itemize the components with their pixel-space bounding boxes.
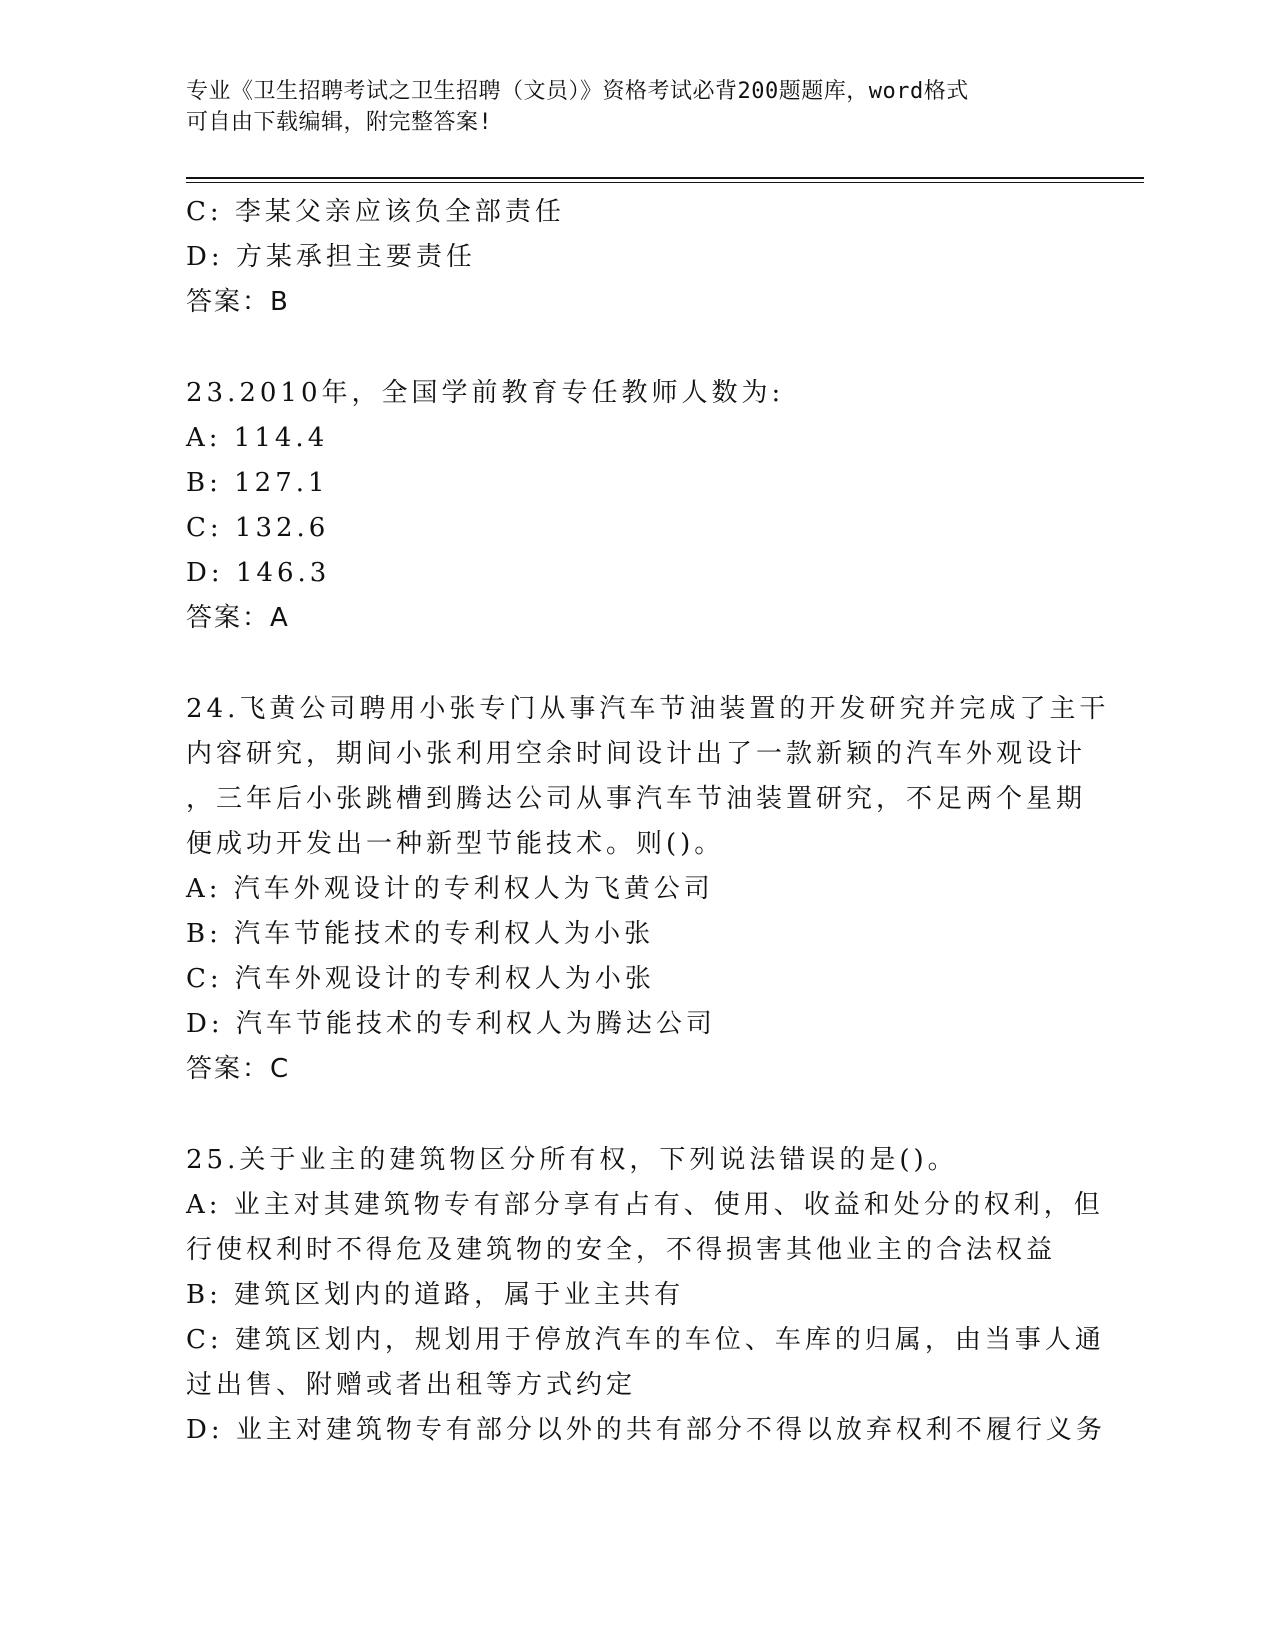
option-c: C: 建筑区划内，规划用于停放汽车的车位、车库的归属，由当事人通 (186, 1325, 1105, 1355)
question-stem: 内容研究，期间小张利用空余时间设计出了一款新颖的汽车外观设计 (186, 739, 1087, 769)
option-b: B: 汽车节能技术的专利权人为小张 (186, 919, 655, 949)
question-25 (186, 1138, 1106, 1453)
document-header (186, 76, 1066, 138)
spacer (186, 325, 1086, 371)
header-line-2: 可自由下载编辑，附完整答案! (186, 110, 493, 135)
option-a: A: 汽车外观设计的专利权人为飞黄公司 (186, 874, 714, 904)
option-a: A: 业主对其建筑物专有部分享有占有、使用、收益和处分的权利，但 (186, 1190, 1104, 1220)
header-rule-thick (186, 177, 1144, 179)
question-stem: 24.飞黄公司聘用小张专门从事汽车节油装置的开发研究并完成了主干 (186, 694, 1110, 724)
option-d: D: 业主对建筑物专有部分以外的共有部分不得以放弃权利不履行义务 (186, 1415, 1106, 1445)
header-rule-thin (186, 182, 1144, 183)
prev-question (186, 190, 1086, 325)
answer-line: 答案：C (186, 1054, 291, 1084)
header-line-1: 专业《卫生招聘考试之卫生招聘（文员）》资格考试必背200题题库，word格式 (186, 79, 969, 104)
option-c: C: 李某父亲应该负全部责任 (186, 197, 565, 227)
option-a-continued: 行使权利时不得危及建筑物的安全，不得损害其他业主的合法权益 (186, 1235, 1057, 1265)
question-23 (186, 371, 1086, 641)
option-a: A: 114.4 (186, 423, 329, 453)
answer-line: 答案：B (186, 287, 290, 317)
option-d: D: 146.3 (186, 558, 331, 588)
option-b: B: 127.1 (186, 468, 329, 498)
question-24 (186, 687, 1110, 1092)
spacer (186, 1092, 1086, 1138)
spacer (186, 641, 1086, 687)
option-d: D: 方某承担主要责任 (186, 242, 476, 272)
answer-line: 答案：A (186, 603, 290, 633)
question-stem: ，三年后小张跳槽到腾达公司从事汽车节油装置研究，不足两个星期 (186, 784, 1087, 814)
question-content (186, 190, 1110, 1453)
option-c-continued: 过出售、附赠或者出租等方式约定 (186, 1370, 637, 1400)
question-stem: 便成功开发出一种新型节能技术。则()。 (186, 829, 725, 859)
option-b: B: 建筑区划内的道路，属于业主共有 (186, 1280, 685, 1310)
question-stem: 23.2010年，全国学前教育专任教师人数为: (186, 378, 785, 408)
option-d: D: 汽车节能技术的专利权人为腾达公司 (186, 1009, 716, 1039)
question-stem: 25.关于业主的建筑物区分所有权，下列说法错误的是()。 (186, 1145, 958, 1175)
option-c: C: 汽车外观设计的专利权人为小张 (186, 964, 655, 994)
option-c: C: 132.6 (186, 513, 330, 543)
